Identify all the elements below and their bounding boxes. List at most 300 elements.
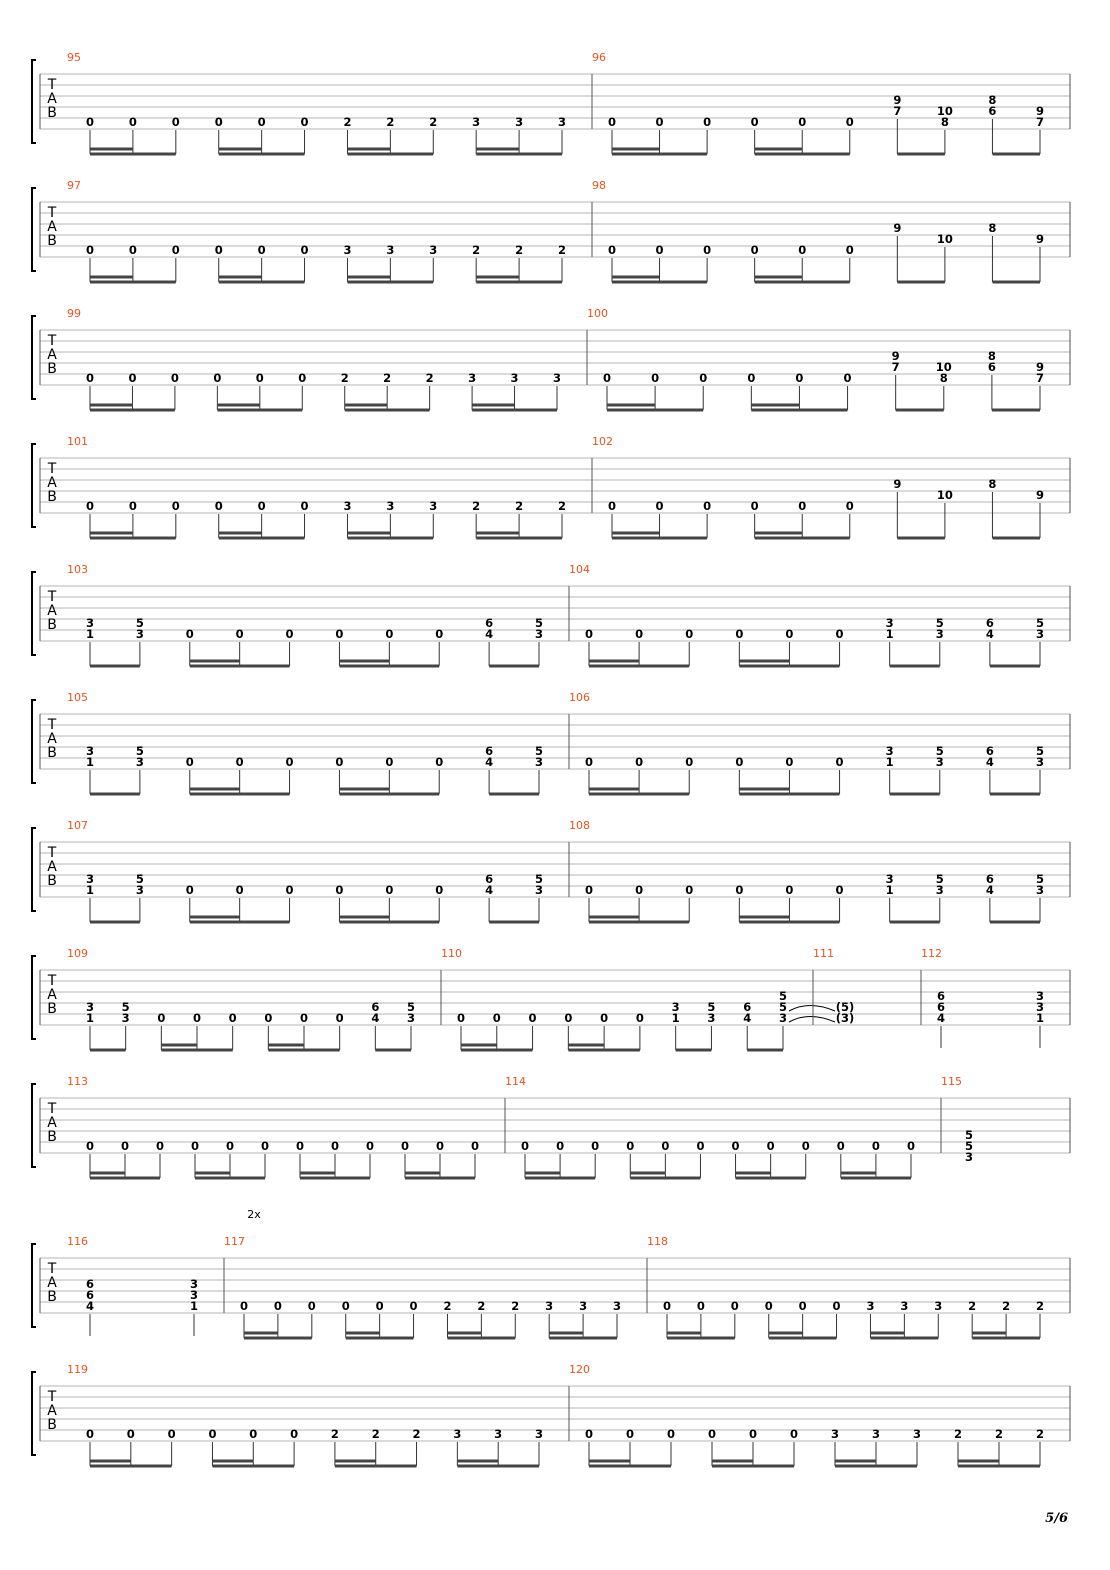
fret-number: 4 — [936, 1011, 946, 1025]
bar-number: 109 — [67, 947, 88, 960]
fret-number: 0 — [456, 1011, 466, 1025]
fret-number: 7 — [893, 104, 902, 118]
fret-number: 0 — [435, 627, 444, 641]
fret-number: 0 — [845, 115, 854, 129]
fret-number: 4 — [985, 755, 994, 769]
system-bracket — [32, 1372, 36, 1455]
fret-number: 4 — [743, 1011, 752, 1025]
fret-number: 2 — [425, 371, 434, 385]
fret-number: 0 — [470, 1139, 480, 1153]
fret-number: 3 — [386, 243, 395, 257]
bar-number: 99 — [67, 307, 81, 320]
fret-number: 2 — [1035, 1427, 1045, 1441]
fret-number: 2 — [515, 499, 524, 513]
fret-number: 0 — [257, 499, 266, 513]
tab-clef-letter: T — [47, 77, 57, 93]
fret-number: 2 — [511, 1299, 520, 1313]
system-bracket — [32, 1084, 36, 1167]
fret-number: 0 — [685, 755, 694, 769]
tab-clef-letter: A — [47, 1275, 57, 1291]
fret-number: 0 — [85, 1139, 95, 1153]
fret-number: 0 — [128, 499, 137, 513]
fret-number: 6 — [936, 1000, 946, 1014]
fret-number: 0 — [214, 499, 223, 513]
fret-number: 6 — [485, 744, 494, 758]
fret-number: 2 — [557, 243, 567, 257]
fret-number: 0 — [798, 243, 807, 257]
fret-number: 0 — [300, 115, 309, 129]
fret-number: 0 — [785, 627, 794, 641]
fret-number: 0 — [655, 115, 664, 129]
fret-number: 3 — [871, 1427, 881, 1441]
fret-number: 0 — [748, 1427, 758, 1441]
fret-number: 8 — [987, 349, 996, 363]
fret-number: 0 — [409, 1299, 418, 1313]
fret-number: 3 — [1035, 883, 1045, 897]
fret-number: 2 — [371, 1427, 380, 1441]
fret-number: 0 — [735, 755, 744, 769]
fret-number: 0 — [307, 1299, 316, 1313]
tab-clef-letter: A — [47, 1115, 57, 1131]
bar-number: 117 — [224, 1235, 245, 1248]
fret-number: (3) — [835, 1011, 855, 1025]
tie-arc — [789, 1006, 835, 1012]
fret-number: 0 — [651, 371, 660, 385]
fret-number: 2 — [412, 1427, 421, 1441]
fret-number: 10 — [935, 360, 952, 374]
fret-number: 0 — [257, 243, 266, 257]
fret-number: 0 — [208, 1427, 217, 1441]
fret-number: 0 — [845, 243, 854, 257]
fret-number: 0 — [685, 883, 694, 897]
system-bracket — [32, 956, 36, 1039]
fret-number: 10 — [936, 488, 953, 502]
fret-number: 5 — [135, 872, 144, 886]
bar-number: 119 — [67, 1363, 88, 1376]
fret-number: 0 — [170, 371, 179, 385]
fret-number: 2 — [340, 371, 349, 385]
fret-number: 3 — [1035, 1000, 1045, 1014]
fret-number: 5 — [707, 1000, 716, 1014]
tab-clef-letter: B — [47, 233, 57, 249]
fret-number: 3 — [85, 872, 95, 886]
system-bracket — [32, 572, 36, 655]
tab-clef-letter: B — [47, 361, 57, 377]
tab-clef-letter: A — [47, 731, 57, 747]
fret-number: 0 — [798, 115, 807, 129]
fret-number: 2 — [477, 1299, 486, 1313]
fret-number: 5 — [1035, 872, 1045, 886]
fret-number: 3 — [189, 1288, 199, 1302]
fret-number: 0 — [789, 1427, 799, 1441]
tab-clef-letter: A — [47, 219, 57, 235]
fret-number: 4 — [985, 627, 994, 641]
fret-number: 1 — [85, 1011, 95, 1025]
fret-number: 0 — [699, 371, 708, 385]
bar-number: 106 — [569, 691, 590, 704]
fret-number: 0 — [435, 1139, 445, 1153]
fret-number: 3 — [935, 627, 944, 641]
fret-number: 3 — [515, 115, 524, 129]
fret-number: 0 — [85, 1427, 95, 1441]
tab-clef-letter: T — [47, 205, 57, 221]
bar-number: 107 — [67, 819, 88, 832]
fret-number: 9 — [1035, 488, 1045, 502]
fret-number: 3 — [135, 627, 144, 641]
fret-number: 0 — [661, 1139, 670, 1153]
fret-number: 0 — [335, 1011, 344, 1025]
fret-number: 0 — [750, 499, 759, 513]
fret-number: 0 — [703, 499, 712, 513]
fret-number: 3 — [510, 371, 519, 385]
fret-number: 5 — [1035, 616, 1045, 630]
bar-number: 98 — [592, 179, 606, 192]
bar-number: 110 — [441, 947, 462, 960]
bar-number: 114 — [505, 1075, 526, 1088]
fret-number: 3 — [612, 1299, 622, 1313]
fret-number: 0 — [625, 1427, 635, 1441]
fret-number: 0 — [635, 1011, 644, 1025]
fret-number: 0 — [662, 1299, 672, 1313]
fret-number: 3 — [534, 883, 544, 897]
fret-number: 0 — [239, 1299, 249, 1313]
fret-number: 0 — [335, 627, 344, 641]
fret-number: 0 — [696, 1299, 705, 1313]
tab-clef-letter: B — [47, 1129, 57, 1145]
tie-arc — [789, 1017, 835, 1023]
tab-clef-letter: T — [47, 717, 57, 733]
fret-number: 3 — [1035, 755, 1045, 769]
fret-number: 3 — [935, 883, 944, 897]
tab-clef-letter: B — [47, 617, 57, 633]
fret-number: 1 — [85, 627, 95, 641]
fret-number: 0 — [298, 371, 307, 385]
bar-number: 101 — [67, 435, 88, 448]
fret-number: 0 — [832, 1299, 841, 1313]
fret-number: 0 — [192, 1011, 202, 1025]
fret-number: 10 — [936, 104, 953, 118]
fret-number: 8 — [939, 371, 948, 385]
fret-number: 2 — [383, 371, 392, 385]
tab-clef-letter: B — [47, 489, 57, 505]
fret-number: 0 — [341, 1299, 350, 1313]
fret-number: 2 — [386, 115, 395, 129]
system-bracket — [32, 188, 36, 271]
fret-number: 5 — [935, 872, 944, 886]
fret-number: 0 — [171, 499, 180, 513]
fret-number: 0 — [835, 883, 844, 897]
fret-number: 0 — [750, 115, 759, 129]
fret-number: 3 — [453, 1427, 462, 1441]
fret-number: 0 — [330, 1139, 340, 1153]
fret-number: 6 — [987, 360, 996, 374]
fret-number: 0 — [766, 1139, 775, 1153]
fret-number: 0 — [128, 371, 137, 385]
fret-number: 0 — [335, 755, 344, 769]
fret-number: 4 — [485, 627, 494, 641]
fret-number: 3 — [85, 744, 95, 758]
fret-number: 0 — [798, 499, 807, 513]
fret-number: 9 — [893, 221, 902, 235]
fret-number: 3 — [934, 1299, 943, 1313]
fret-number: 0 — [764, 1299, 773, 1313]
tab-clef-letter: T — [47, 589, 57, 605]
fret-number: 1 — [85, 883, 95, 897]
fret-number: 5 — [135, 616, 144, 630]
fret-number: 3 — [885, 744, 894, 758]
fret-number: 0 — [365, 1139, 375, 1153]
fret-number: 8 — [940, 115, 949, 129]
fret-number: 6 — [985, 872, 994, 886]
fret-number: 2 — [330, 1427, 339, 1441]
fret-number: 2 — [472, 499, 481, 513]
fret-number: 0 — [785, 883, 794, 897]
fret-number: 9 — [893, 477, 902, 491]
fret-number: 3 — [885, 872, 894, 886]
fret-number: 1 — [85, 755, 95, 769]
fret-number: 0 — [520, 1139, 530, 1153]
fret-number: 3 — [135, 755, 144, 769]
fret-number: 0 — [584, 1427, 594, 1441]
fret-number: 3 — [135, 883, 144, 897]
tab-clef-letter: T — [47, 845, 57, 861]
fret-number: 0 — [435, 755, 444, 769]
fret-number: 6 — [485, 616, 494, 630]
bar-number: 120 — [569, 1363, 590, 1376]
fret-number: 9 — [1035, 360, 1045, 374]
fret-number: 6 — [985, 744, 994, 758]
fret-number: 0 — [492, 1011, 501, 1025]
tab-clef-letter: A — [47, 347, 57, 363]
fret-number: 0 — [635, 755, 644, 769]
fret-number: 0 — [385, 627, 394, 641]
fret-number: 6 — [85, 1288, 95, 1302]
fret-number: 3 — [189, 1277, 199, 1291]
tab-clef-letter: T — [47, 1389, 57, 1405]
fret-number: 3 — [545, 1299, 554, 1313]
bar-number: 103 — [67, 563, 88, 576]
fret-number: 0 — [157, 1011, 166, 1025]
fret-number: 0 — [564, 1011, 573, 1025]
fret-number: 0 — [435, 883, 444, 897]
fret-number: 6 — [936, 989, 946, 1003]
fret-number: 6 — [985, 616, 994, 630]
fret-number: 0 — [185, 755, 194, 769]
fret-number: 0 — [385, 755, 394, 769]
fret-number: 5 — [778, 989, 788, 1003]
fret-number: 4 — [371, 1011, 380, 1025]
tab-clef-letter: T — [47, 333, 57, 349]
fret-number: 2 — [443, 1299, 452, 1313]
fret-number: 9 — [891, 349, 900, 363]
tab-clef-letter: A — [47, 603, 57, 619]
fret-number: 0 — [747, 371, 756, 385]
repeat-count: 2x — [247, 1208, 261, 1221]
fret-number: 3 — [671, 1000, 680, 1014]
fret-number: 0 — [607, 243, 617, 257]
fret-number: 7 — [891, 360, 900, 374]
fret-number: 0 — [126, 1427, 135, 1441]
fret-number: 1 — [885, 627, 894, 641]
fret-number: 0 — [285, 755, 294, 769]
fret-number: 1 — [885, 755, 894, 769]
fret-number: 0 — [666, 1427, 676, 1441]
fret-number: 2 — [557, 499, 567, 513]
fret-number: 0 — [602, 371, 612, 385]
fret-number: 0 — [731, 1139, 740, 1153]
fret-number: 7 — [1035, 115, 1045, 129]
fret-number: 1 — [885, 883, 894, 897]
fret-number: 0 — [85, 115, 95, 129]
fret-number: 0 — [528, 1011, 537, 1025]
fret-number: 3 — [778, 1011, 788, 1025]
fret-number: 0 — [400, 1139, 410, 1153]
tab-clef-letter: A — [47, 475, 57, 491]
fret-number: 0 — [703, 243, 712, 257]
fret-number: 0 — [213, 371, 222, 385]
fret-number: 4 — [85, 1299, 95, 1313]
fret-number: 3 — [121, 1011, 130, 1025]
fret-number: 3 — [830, 1427, 840, 1441]
page-number: 5/6 — [1045, 1511, 1068, 1526]
fret-number: 0 — [385, 883, 394, 897]
fret-number: 6 — [743, 1000, 752, 1014]
fret-number: 3 — [552, 371, 562, 385]
fret-number: 3 — [406, 1011, 416, 1025]
fret-number: 0 — [257, 115, 266, 129]
fret-number: 0 — [556, 1139, 565, 1153]
bar-number: 118 — [647, 1235, 668, 1248]
fret-number: 3 — [557, 115, 567, 129]
bar-number: 108 — [569, 819, 590, 832]
fret-number: 0 — [655, 243, 664, 257]
fret-number: 5 — [534, 744, 544, 758]
fret-number: 7 — [1035, 371, 1045, 385]
fret-number: 0 — [730, 1299, 739, 1313]
bar-number: 95 — [67, 51, 81, 64]
fret-number: 3 — [343, 243, 352, 257]
fret-number: 5 — [964, 1139, 974, 1153]
fret-number: 5 — [121, 1000, 130, 1014]
fret-number: 3 — [534, 1427, 544, 1441]
fret-number: 0 — [685, 627, 694, 641]
fret-number: 0 — [600, 1011, 609, 1025]
system-bracket — [32, 828, 36, 911]
tab-clef-letter: T — [47, 461, 57, 477]
system-bracket — [32, 444, 36, 527]
tab-clef-letter: A — [47, 987, 57, 1003]
fret-number: 4 — [985, 883, 994, 897]
fret-number: 2 — [953, 1427, 963, 1441]
fret-number: 0 — [190, 1139, 200, 1153]
fret-number: 0 — [845, 499, 854, 513]
fret-number: 0 — [264, 1011, 273, 1025]
fret-number: 2 — [994, 1427, 1004, 1441]
fret-number: 5 — [935, 744, 944, 758]
fret-number: 0 — [795, 371, 804, 385]
bar-number: 97 — [67, 179, 81, 192]
tab-clef-letter: B — [47, 873, 57, 889]
fret-number: 0 — [290, 1427, 299, 1441]
fret-number: 0 — [128, 243, 137, 257]
fret-number: 0 — [798, 1299, 807, 1313]
system-bracket — [32, 316, 36, 399]
tab-clef-letter: B — [47, 105, 57, 121]
fret-number: 3 — [1035, 989, 1045, 1003]
tab-clef-letter: B — [47, 1289, 57, 1305]
fret-number: 0 — [750, 243, 759, 257]
fret-number: 0 — [707, 1427, 717, 1441]
fret-number: 3 — [1035, 627, 1045, 641]
fret-number: 0 — [249, 1427, 258, 1441]
bar-number: 104 — [569, 563, 590, 576]
bar-number: 111 — [813, 947, 834, 960]
fret-number: 0 — [214, 243, 223, 257]
fret-number: 0 — [171, 243, 180, 257]
fret-number: 6 — [988, 104, 997, 118]
fret-number: 2 — [1035, 1299, 1045, 1313]
tab-clef-letter: A — [47, 91, 57, 107]
fret-number: 4 — [485, 883, 494, 897]
fret-number: 2 — [343, 115, 352, 129]
fret-number: 0 — [785, 755, 794, 769]
fret-number: 0 — [801, 1139, 810, 1153]
bar-number: 112 — [921, 947, 942, 960]
fret-number: 10 — [936, 232, 953, 246]
fret-number: 3 — [468, 371, 477, 385]
fret-number: 3 — [707, 1011, 716, 1025]
fret-number: 4 — [485, 755, 494, 769]
fret-number: 0 — [85, 371, 95, 385]
fret-number: 3 — [386, 499, 395, 513]
fret-number: 8 — [988, 93, 997, 107]
fret-number: 0 — [836, 1139, 845, 1153]
fret-number: 0 — [155, 1139, 165, 1153]
bar-number: 113 — [67, 1075, 88, 1088]
fret-number: 0 — [255, 371, 264, 385]
fret-number: 0 — [228, 1011, 237, 1025]
fret-number: 3 — [912, 1427, 922, 1441]
fret-number: 2 — [515, 243, 524, 257]
fret-number: 0 — [85, 243, 95, 257]
tab-clef-letter: T — [47, 1101, 57, 1117]
fret-number: 0 — [185, 883, 194, 897]
fret-number: 8 — [988, 477, 997, 491]
fret-number: 6 — [485, 872, 494, 886]
fret-number: 0 — [167, 1427, 176, 1441]
fret-number: 3 — [472, 115, 481, 129]
fret-number: 3 — [429, 499, 438, 513]
fret-number: 5 — [406, 1000, 416, 1014]
fret-number: 5 — [935, 616, 944, 630]
fret-number: 2 — [968, 1299, 977, 1313]
tab-clef-letter: A — [47, 859, 57, 875]
tab-clef-letter: T — [47, 1261, 57, 1277]
fret-number: 5 — [534, 872, 544, 886]
fret-number: 0 — [235, 883, 244, 897]
fret-number: 2 — [472, 243, 481, 257]
fret-number: 5 — [1035, 744, 1045, 758]
fret-number: 3 — [935, 755, 944, 769]
fret-number: 0 — [584, 627, 594, 641]
bar-number: 115 — [941, 1075, 962, 1088]
fret-number: 6 — [371, 1000, 380, 1014]
fret-number: 0 — [260, 1139, 270, 1153]
fret-number: 0 — [607, 115, 617, 129]
fret-number: 0 — [835, 755, 844, 769]
fret-number: 2 — [429, 115, 438, 129]
tab-clef-letter: B — [47, 1417, 57, 1433]
